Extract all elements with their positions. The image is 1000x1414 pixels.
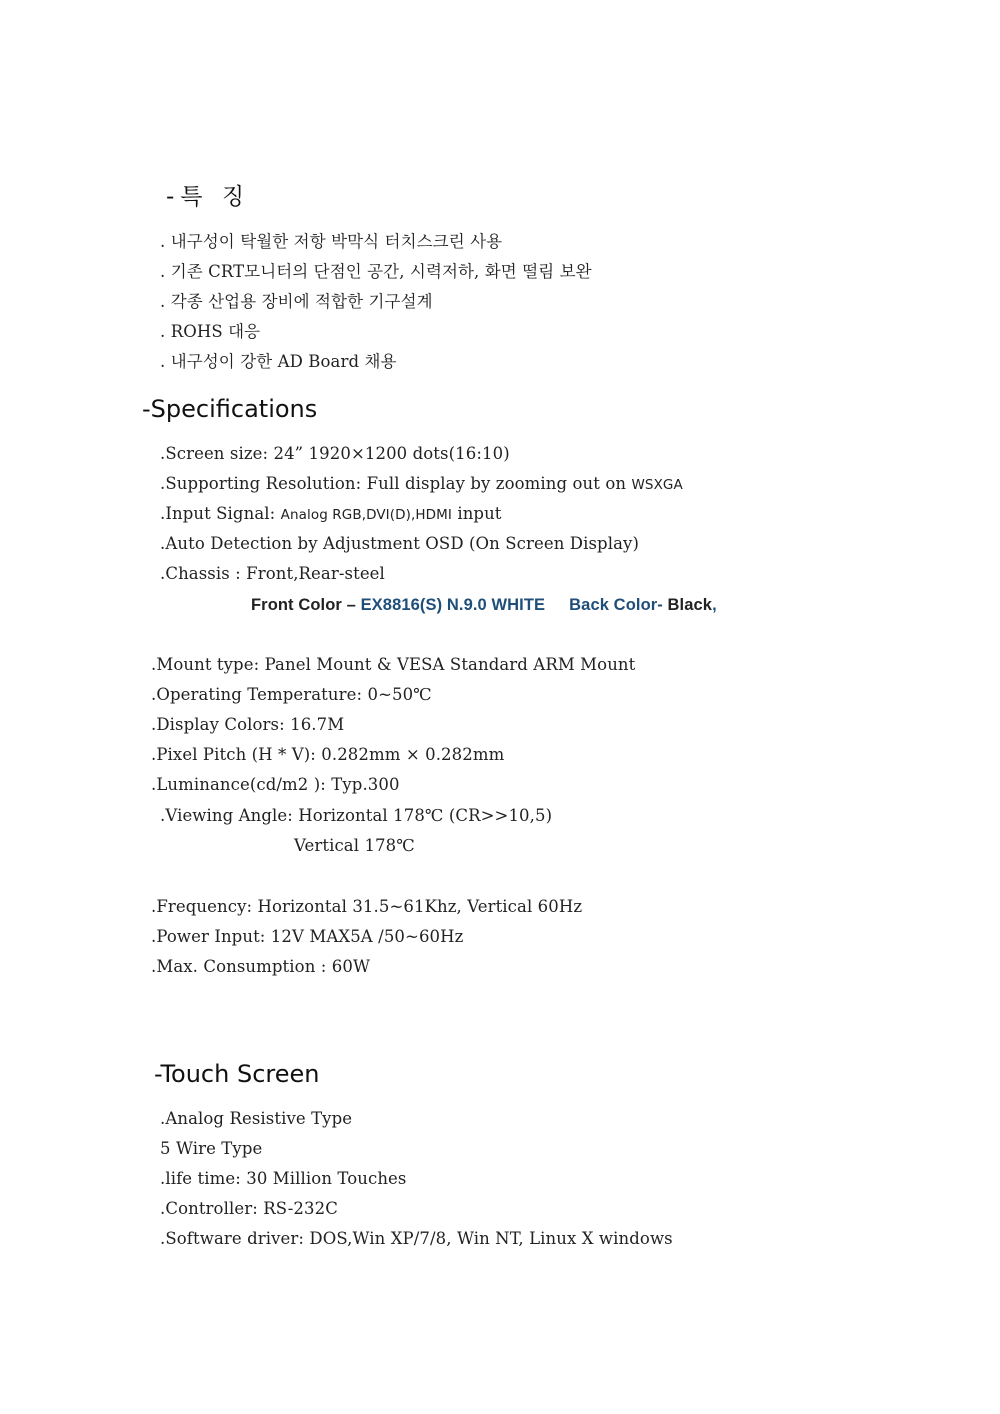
spec-operating-temperature: .Operating Temperature: 0~50℃ [151, 685, 432, 704]
back-color-value: Black [662, 596, 713, 614]
spec-input-signal [160, 504, 502, 525]
spec-input-value: Analog RGB,DVI(D),HDMI [280, 507, 452, 523]
spec-luminance: .Luminance(cd/m2 ): Typ.300 [151, 775, 400, 794]
specifications-heading: -Specifications [142, 395, 318, 423]
front-color-label: Front Color [251, 596, 342, 614]
feature-item-4: . ROHS 대응 [160, 322, 261, 341]
spec-display-colors: .Display Colors: 16.7M [151, 715, 345, 734]
spec-input-prefix: .Input Signal: [160, 504, 281, 523]
spec-viewing-angle-horizontal: .Viewing Angle: Horizontal 178℃ (CR>>10,5) [160, 806, 553, 825]
touch-item-5: .Software driver: DOS,Win XP/7/8, Win NT, Linux X windows [160, 1229, 673, 1248]
spec-mount-type: .Mount type: Panel Mount & VESA Standard ARM Mount [151, 655, 636, 674]
touch-item-3: .life time: 30 Million Touches [160, 1169, 407, 1188]
spec-supporting-resolution [160, 474, 683, 495]
touch-item-4: .Controller: RS-232C [160, 1199, 338, 1218]
spec-screen-size: .Screen size: 24” 1920×1200 dots(16:10) [160, 444, 510, 463]
spec-viewing-angle-vertical: Vertical 178℃ [294, 836, 415, 855]
spec-resolution-prefix: .Supporting Resolution: Full display by zooming out on [160, 474, 632, 493]
spec-auto-detection: .Auto Detection by Adjustment OSD (On Screen Display) [160, 534, 639, 553]
feature-item-5: . 내구성이 강한 AD Board 채용 [160, 352, 397, 371]
feature-item-3: . 각종 산업용 장비에 적합한 기구설계 [160, 292, 433, 311]
spec-power-input: .Power Input: 12V MAX5A /50~60Hz [151, 927, 464, 946]
spec-resolution-value: WSXGA [631, 477, 683, 493]
back-color-label: Back Color- [569, 596, 663, 614]
back-color-comma: , [712, 596, 717, 614]
spec-pixel-pitch: .Pixel Pitch (H * V): 0.282mm × 0.282mm [151, 745, 505, 764]
touch-item-2: 5 Wire Type [160, 1139, 263, 1158]
feature-item-1: . 내구성이 탁월한 저항 박막식 터치스크린 사용 [160, 232, 503, 251]
features-heading: -특 징 [166, 184, 251, 210]
spec-chassis: .Chassis : Front,Rear-steel [160, 564, 385, 583]
spec-frequency: .Frequency: Horizontal 31.5~61Khz, Vertical 60Hz [151, 897, 583, 916]
front-color-value: EX8816(S) N.9.0 WHITE [360, 596, 546, 614]
spec-max-consumption: .Max. Consumption : 60W [151, 957, 371, 976]
spec-input-suffix: input [451, 504, 502, 523]
touch-item-1: .Analog Resistive Type [160, 1109, 353, 1128]
spec-color-line [251, 595, 717, 615]
touch-screen-heading: -Touch Screen [154, 1060, 320, 1088]
feature-item-2: . 기존 CRT모니터의 단점인 공간, 시력저하, 화면 떨림 보완 [160, 262, 592, 281]
front-color-dash: – [341, 596, 361, 614]
